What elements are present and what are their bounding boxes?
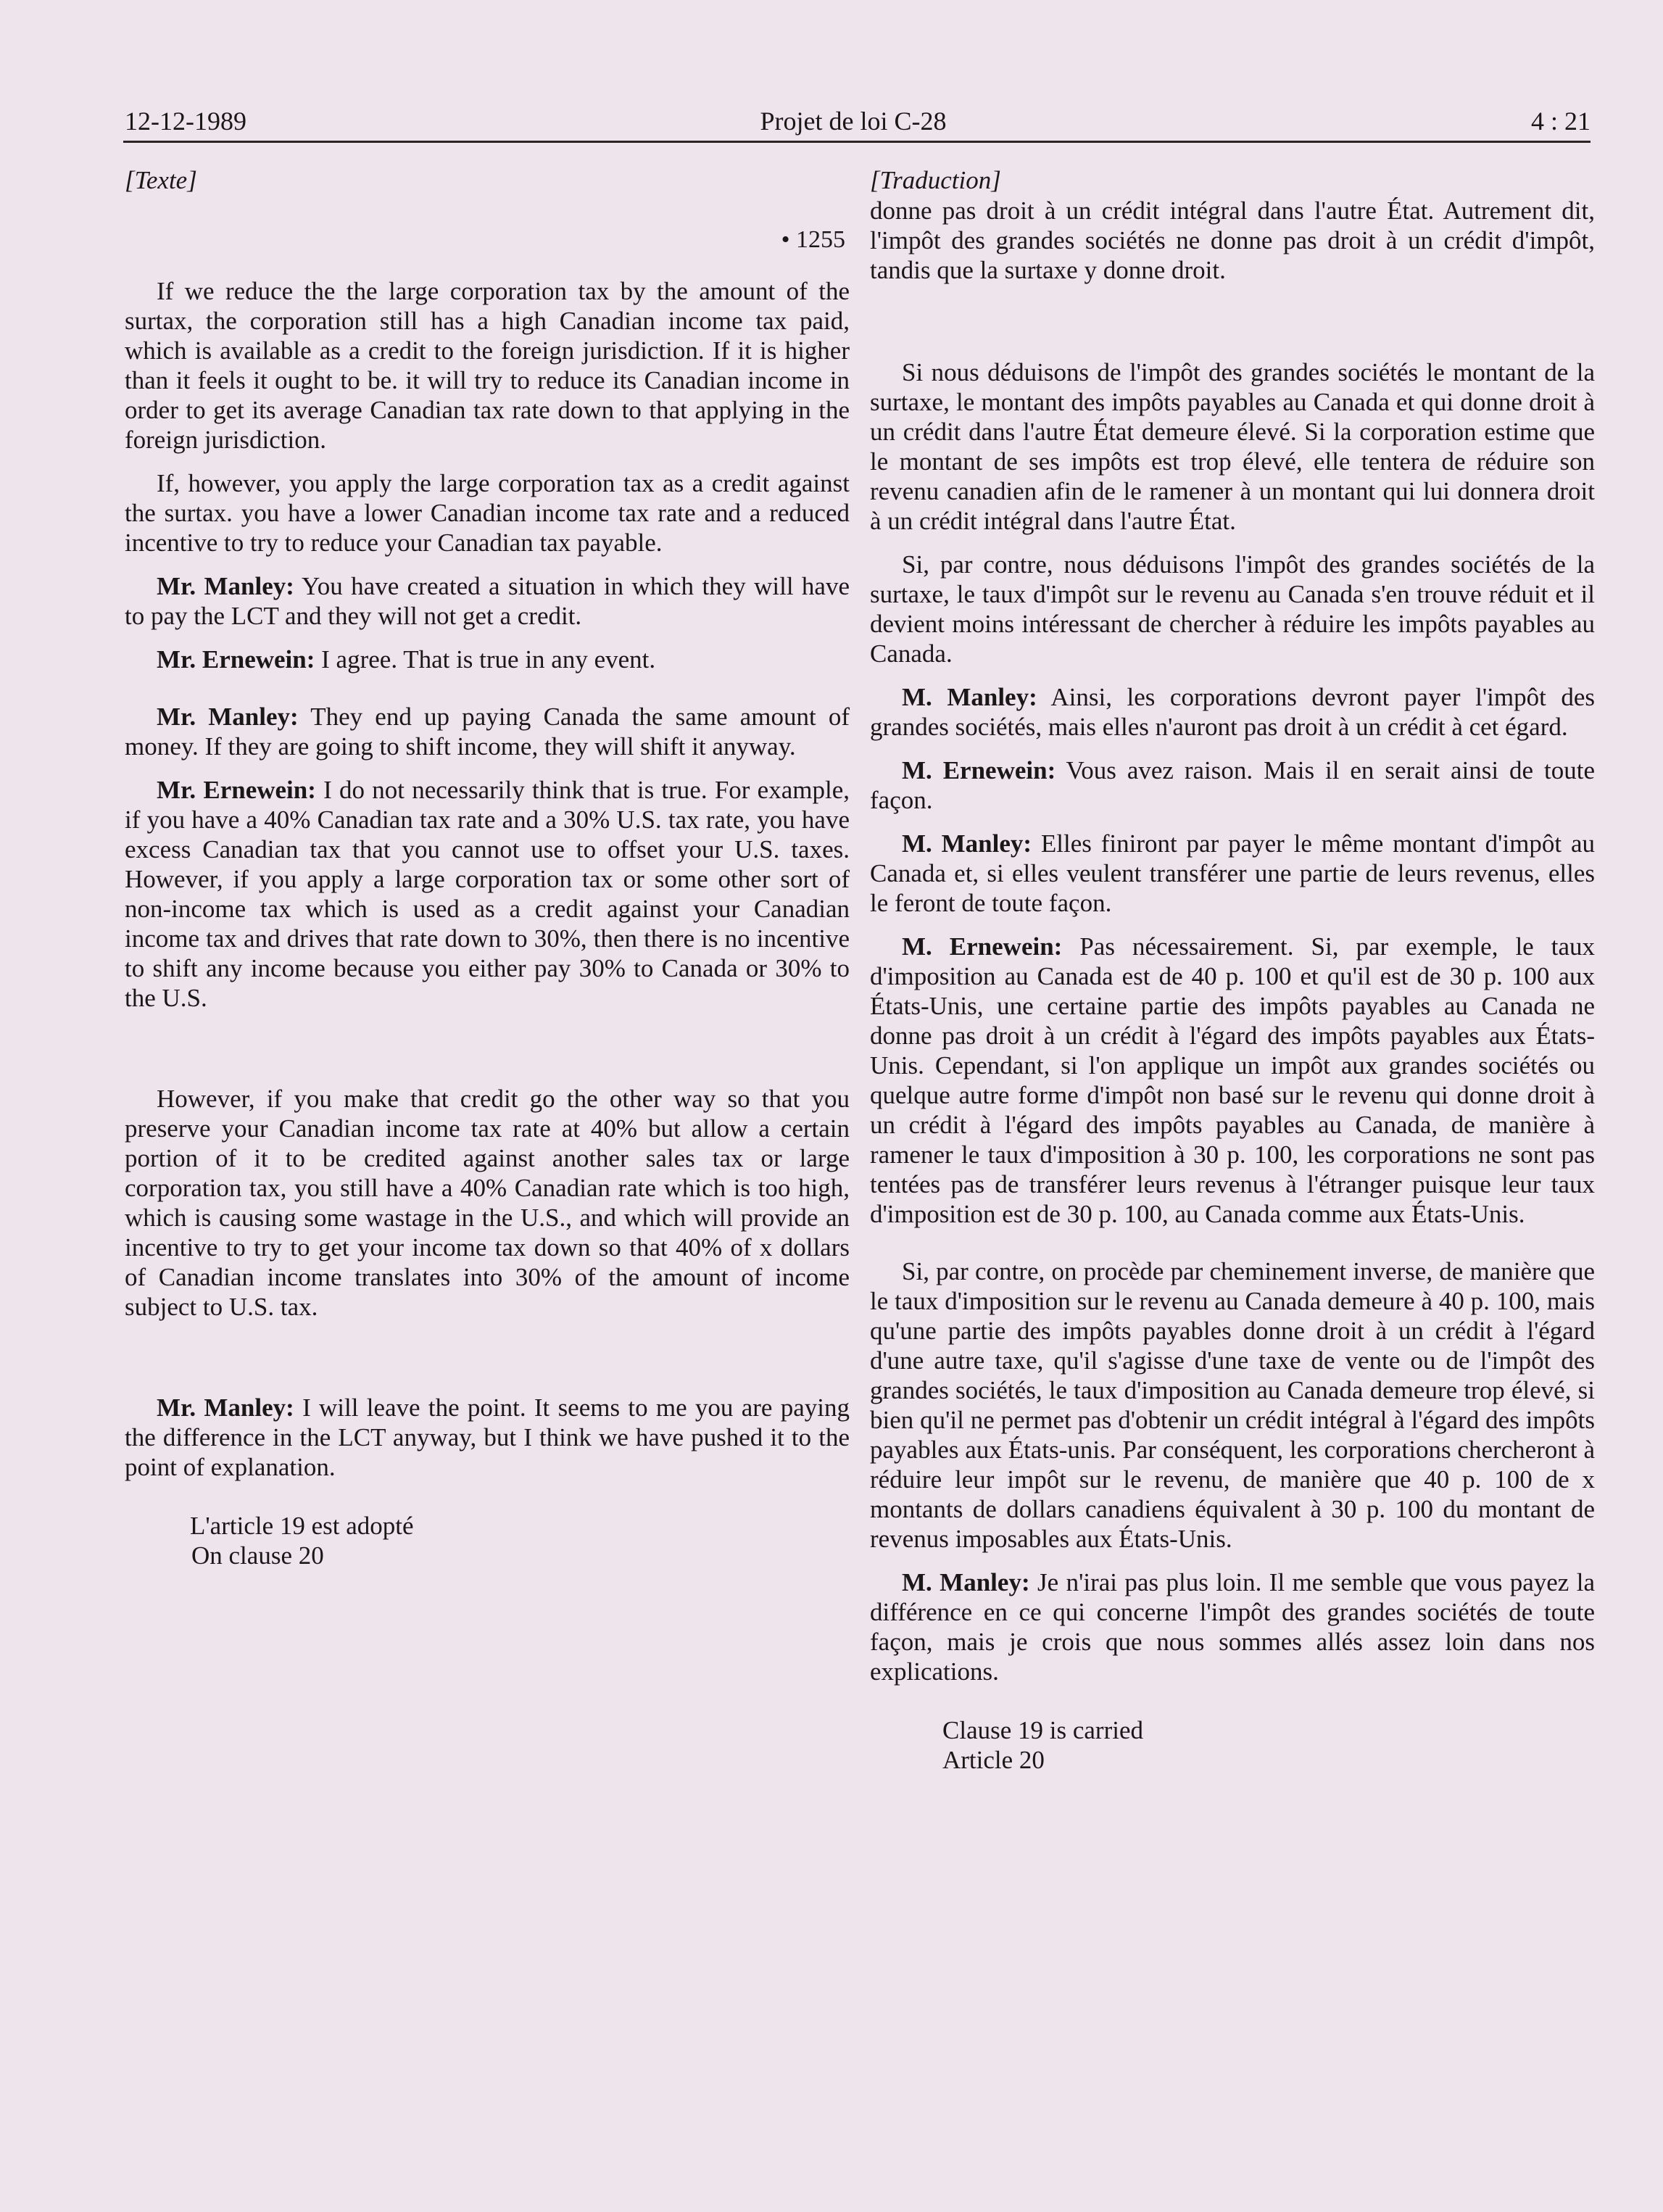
speech-text: Pas nécessairement. Si, par exemple, le taux d'imposition au Canada est de 40 p. 100 et qu'il est de 30 p. 100 aux États-Unis, une certaine partie des impôts payables au Canada ne donne pas droit à un crédit à l'égard des impôts payables aux États-Unis. Cependant, si l'on applique un impôt aux grandes sociétés ou quelque autre forme d'impôt non basé sur le revenu qui donne droit à un crédit à l'égard des impôts payables au Canada, de manière à ramener le taux d'imposition à 30 p. 100, les corporations ne sont pas tentées pas de transférer leurs revenus à l'étranger puisque leur taux d'imposition est de 30 p. 100, au Canada comme aux États-Unis. bbox=[870, 932, 1595, 1228]
clause-adopted: Clause 19 is carried bbox=[942, 1716, 1143, 1744]
left-speech bbox=[125, 571, 850, 631]
right-speech bbox=[870, 932, 1595, 1229]
header-page-number: 4 : 21 bbox=[1530, 107, 1591, 136]
time-marker: • 1255 bbox=[781, 226, 845, 253]
speech-text: I agree. That is true in any event. bbox=[315, 645, 656, 674]
speech-text: I will leave the point. It seems to me you are paying the difference in the LCT anyway, but I think we have pushed it to the point of explanation. bbox=[125, 1393, 850, 1481]
speaker-name: M. Manley: bbox=[902, 1568, 1030, 1596]
right-paragraph: Si nous déduisons de l'impôt des grandes sociétés le montant de la surtaxe, le montant des impôts payables au Canada et qui donne droit à un crédit dans l'autre État demeure élevé. Si la corporation estime que le montant de ses impôts est trop élevé, elle tentera de réduire son revenu canadien afin de le ramener à un montant qui lui donnera droit à un crédit intégral dans l'autre État. bbox=[870, 358, 1595, 535]
left-paragraph: If, however, you apply the large corporation tax as a credit against the surtax. you have a lower Canadian income tax rate and a reduced incentive to try to reduce your Canadian tax payable. bbox=[125, 469, 850, 557]
left-speech bbox=[125, 775, 850, 1013]
right-speech bbox=[870, 1567, 1595, 1686]
page-header bbox=[116, 106, 1591, 142]
speaker-name: Mr. Manley: bbox=[157, 703, 299, 731]
right-paragraph: Si, par contre, nous déduisons l'impôt des grandes sociétés de la surtaxe, le taux d'impôt sur le revenu au Canada s'en trouve réduit et il devient moins intéressant de chercher à réduire les impôts payables au Canada. bbox=[870, 550, 1595, 668]
speech-text: I do not necessarily think that is true. For example, if you have a 40% Canadian tax rate and a 30% U.S. tax rate, you have excess Canadian tax that you cannot use to offset your U.S. taxes. However, if you apply a large corporation tax or some other sort of non-income tax which is used as a credit against your Canadian income tax and drives that rate down to 30%, then there is no incentive to shift any income because you either pay 30% to Canada or 30% to the U.S. bbox=[125, 776, 850, 1012]
right-speech bbox=[870, 755, 1595, 815]
right-speech bbox=[870, 829, 1595, 918]
clause-heading: On clause 20 bbox=[191, 1541, 324, 1570]
speaker-name: M. Ernewein: bbox=[902, 932, 1063, 961]
speaker-name: M. Manley: bbox=[902, 683, 1037, 711]
right-speech bbox=[870, 682, 1595, 742]
left-column-label: [Texte] bbox=[125, 166, 197, 194]
speaker-name: M. Ernewein: bbox=[902, 756, 1056, 784]
speaker-name: Mr. Manley: bbox=[157, 1393, 294, 1422]
left-column-english bbox=[125, 165, 850, 1570]
left-speech bbox=[125, 645, 850, 674]
left-paragraph: If we reduce the the large corporation tax by the amount of the surtax, the corporation still has a high Canadian income tax paid, which is available as a credit to the foreign jurisdiction. If it is higher than it feels it ought to be. it will try to reduce its Canadian income in order to get its average Canadian tax rate down to that applying in the foreign jurisdiction. bbox=[125, 277, 850, 454]
clause-adopted: L'article 19 est adopté bbox=[190, 1512, 414, 1540]
speech-text: Elles finiront par payer le même montant d'impôt au Canada et, si elles veulent transférer une partie de leurs revenus, elles le feront de toute façon. bbox=[870, 829, 1595, 917]
speech-text: They end up paying Canada the same amount of money. If they are going to shift income, they will shift it anyway. bbox=[125, 703, 850, 761]
speech-text: You have created a situation in which they will have to pay the LCT and they will not get a credit. bbox=[125, 572, 850, 630]
header-rule bbox=[123, 141, 1591, 143]
speaker-name: Mr. Ernewein: bbox=[157, 776, 316, 804]
left-speech bbox=[125, 1393, 850, 1482]
right-column-french bbox=[870, 165, 1595, 1775]
left-speech bbox=[125, 702, 850, 761]
left-paragraph: However, if you make that credit go the other way so that you preserve your Canadian income tax rate at 40% but allow a certain portion of it to be credited against another sales tax or large corporation tax, you still have a 40% Canadian rate which is too high, which is causing some wastage in the U.S., and which will provide an incentive to try to get your income tax down so that 40% of x dollars of Canadian income translates into 30% of the amount of income subject to U.S. tax. bbox=[125, 1085, 850, 1321]
right-paragraph: Si, par contre, on procède par cheminement inverse, de manière que le taux d'imposition sur le revenu au Canada demeure à 40 p. 100, mais qu'une partie des impôts payables donne droit à un crédit à l'égard d'une autre taxe, qu'il s'agisse d'une taxe de vente ou de l'impôt des grandes sociétés, le taux d'imposition au Canada demeure trop élevé, si bien qu'il ne permet pas d'obtenir un crédit intégral à l'égard des impôts payables aux États-unis. Par conséquent, les corporations chercheront à réduire leur impôt sur le revenu, de manière que 40 p. 100 de x montants de dollars canadiens équivalent à 30 p. 100 du montant de revenus imposables aux États-Unis. bbox=[870, 1257, 1595, 1553]
speaker-name: M. Manley: bbox=[902, 829, 1032, 858]
header-date: 12-12-1989 bbox=[125, 107, 246, 136]
speech-text: Ainsi, les corporations devront payer l'impôt des grandes sociétés, mais elles n'auront pas droit à un crédit à cet égard. bbox=[870, 683, 1595, 741]
speech-text: Vous avez raison. Mais il en serait ainsi de toute façon. bbox=[870, 756, 1595, 814]
header-title: Projet de loi C-28 bbox=[760, 107, 947, 136]
speaker-name: Mr. Ernewein: bbox=[157, 645, 315, 674]
right-paragraph: donne pas droit à un crédit intégral dans l'autre État. Autrement dit, l'impôt des grandes sociétés ne donne pas droit à un crédit d'impôt, tandis que la surtaxe y donne droit. bbox=[870, 196, 1595, 284]
speaker-name: Mr. Manley: bbox=[157, 572, 294, 600]
clause-heading: Article 20 bbox=[942, 1746, 1045, 1774]
speech-text: Je n'irai pas plus loin. Il me semble que vous payez la différence en ce qui concerne l'impôt des grandes sociétés de toute façon, mais je crois que nous sommes allés assez loin dans nos explications. bbox=[870, 1568, 1596, 1686]
right-column-label: [Traduction] bbox=[870, 166, 1001, 194]
